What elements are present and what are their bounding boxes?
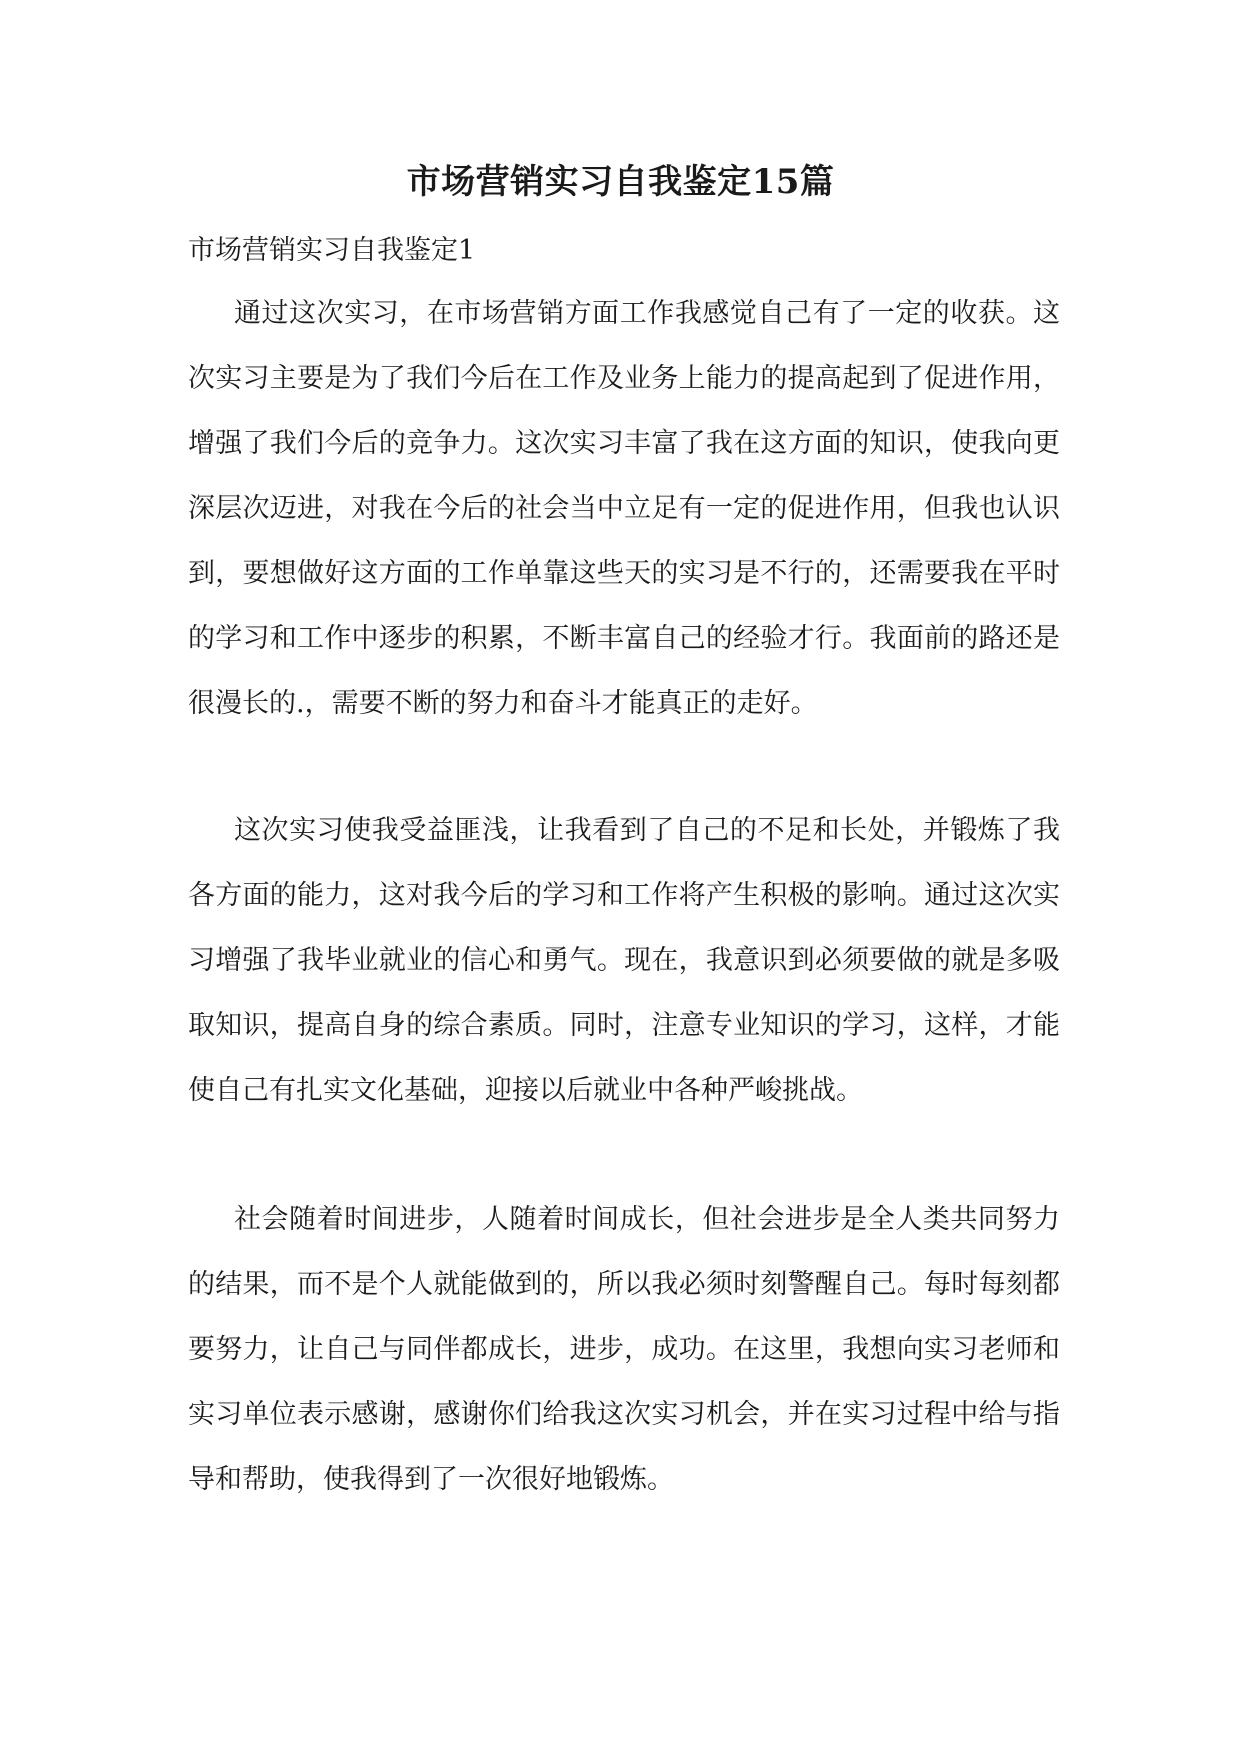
body-paragraph: 这次实习使我受益匪浅，让我看到了自己的不足和长处，并锻炼了我各方面的能力，这对我今后的学习和工作将产生积极的影响。通过这次实习增强了我毕业就业的信心和勇气。现在，我意识到必须要做的就是多吸取知识，提高自身的综合素质。同时，注意专业知识的学习，这样，才能使自己有扎实文化基础，迎接以后就业中各种严峻挑战。 bbox=[188, 815, 1060, 1106]
section-heading: 市场营销实习自我鉴定1 bbox=[188, 235, 476, 266]
document-title: 市场营销实习自我鉴定15篇 bbox=[406, 162, 835, 202]
body-paragraph: 通过这次实习，在市场营销方面工作我感觉自己有了一定的收获。这次实习主要是为了我们今后在工作及业务上能力的提高起到了促进作用，增强了我们今后的竞争力。这次实习丰富了我在这方面的知识，使我向更深层次迈进，对我在今后的社会当中立足有一定的促进作用，但我也认识到，要想做好这方面的工作单靠这些天的实习是不行的，还需要我在平时的学习和工作中逐步的积累，不断丰富自己的经验才行。我面前的路还是很漫长的.，需要不断的努力和奋斗才能真正的走好。 bbox=[188, 298, 1060, 719]
body-paragraph: 社会随着时间进步，人随着时间成长，但社会进步是全人类共同努力的结果，而不是个人就能做到的，所以我必须时刻警醒自己。每时每刻都要努力，让自己与同伴都成长，进步，成功。在这里，我想向实习老师和实习单位表示感谢，感谢你们给我这次实习机会，并在实习过程中给与指导和帮助，使我得到了一次很好地锻炼。 bbox=[188, 1204, 1060, 1495]
